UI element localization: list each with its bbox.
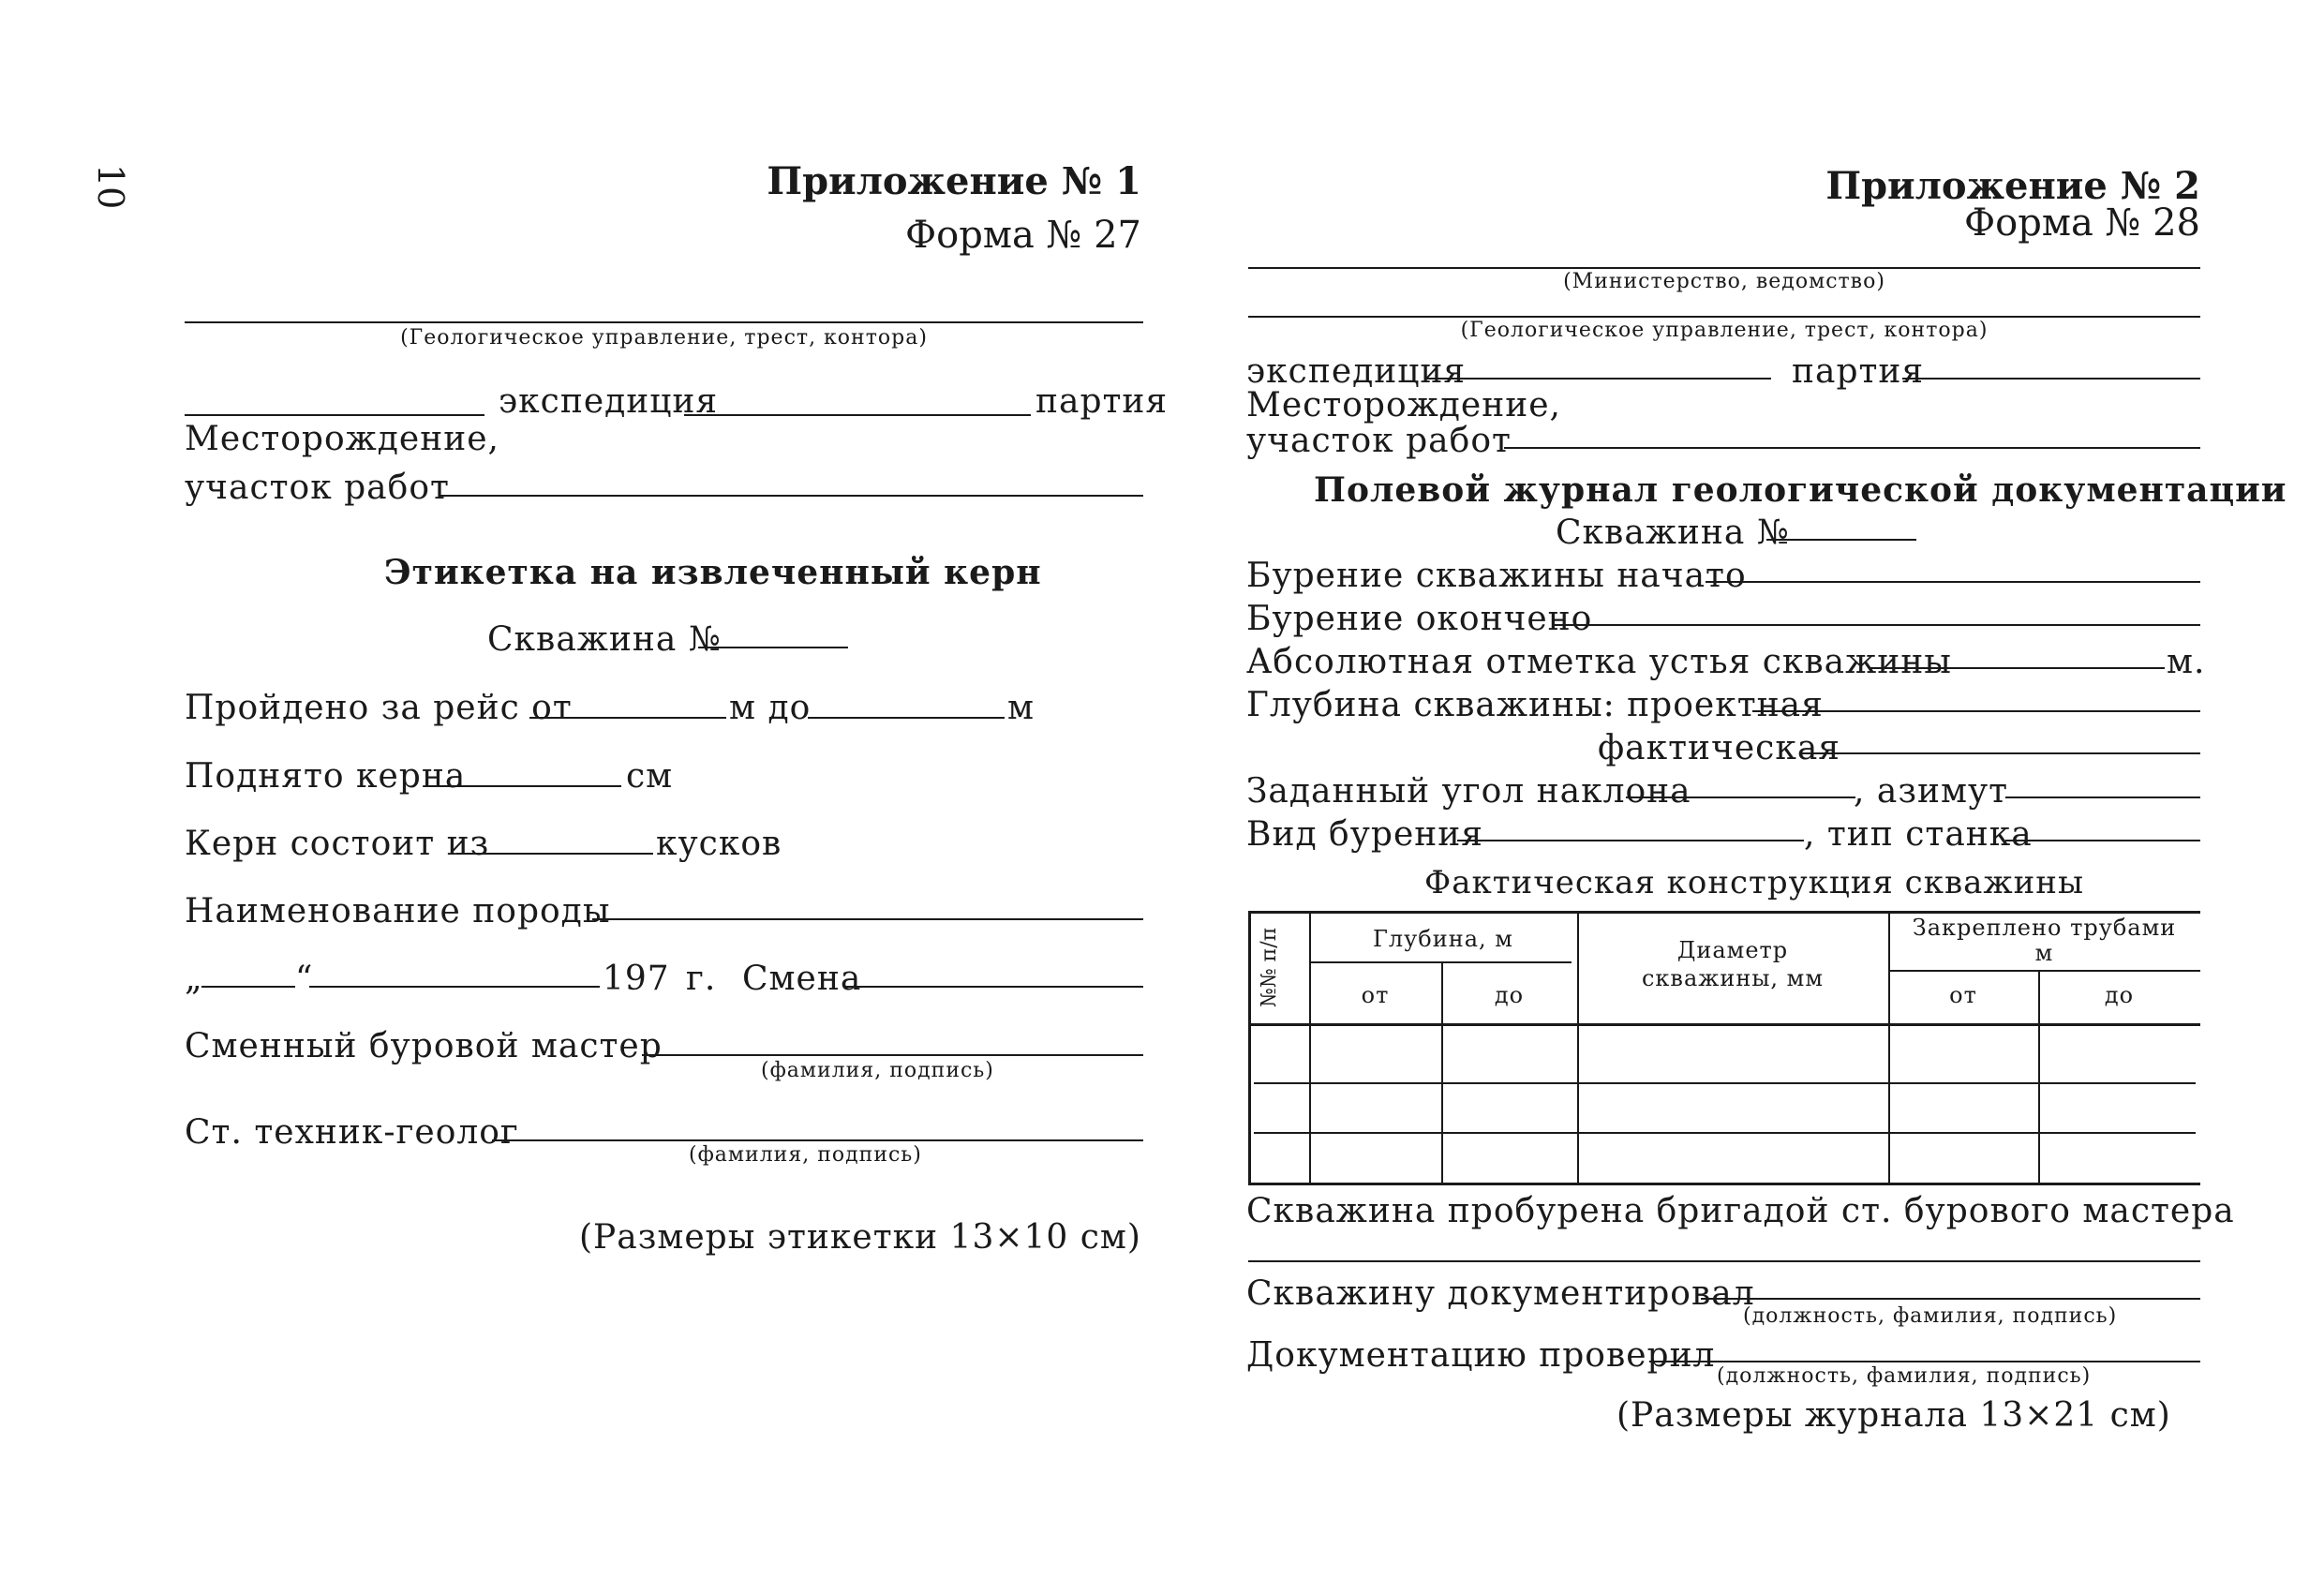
- left-appendix-label: Приложение № 1: [767, 159, 1141, 203]
- left-m-do-label: м до: [729, 689, 812, 727]
- left-name-sign-caption-2: (фамилия, подпись): [689, 1143, 922, 1167]
- right-org-caption: (Геологическое управление, трест, контора): [1460, 319, 1989, 342]
- left-to-line: [808, 717, 1005, 719]
- left-pieces-line: [456, 853, 653, 855]
- table-col-cased-2: м: [2034, 940, 2054, 966]
- left-day-line: [201, 986, 295, 988]
- right-appendix-label: Приложение № 2: [1825, 164, 2200, 208]
- right-drill-end-label: Бурение окончено: [1246, 600, 1593, 638]
- right-work-site-line: [1504, 447, 2200, 449]
- table-col-depth: Глубина, м: [1373, 926, 1513, 952]
- right-depth-actual-label: фактическая: [1598, 729, 1840, 767]
- right-size-note: (Размеры журнала 13×21 см): [1616, 1396, 2171, 1435]
- right-rig-type-line: [2005, 840, 2200, 841]
- left-deposit-label: Месторождение,: [185, 420, 499, 458]
- right-documented-by-label: Скважину документировал: [1246, 1274, 1755, 1313]
- left-month-line: [309, 986, 600, 988]
- left-party-label: партия: [1035, 382, 1169, 421]
- table-left-border: [1248, 911, 1251, 1183]
- right-azimuth-label: , азимут: [1854, 772, 2009, 811]
- right-documented-by-line: [1701, 1298, 2200, 1300]
- right-azimuth-line: [2005, 796, 2200, 798]
- right-angle-label: Заданный угол наклона: [1246, 772, 1691, 811]
- right-checked-by-label: Документацию проверил: [1246, 1336, 1716, 1375]
- right-position-caption-2: (должность, фамилия, подпись): [1717, 1364, 2092, 1388]
- right-abs-mark-label: Абсолютная отметка устья скважины: [1246, 643, 1952, 681]
- left-core-lifted-line: [425, 785, 621, 787]
- right-drill-type-label: Вид бурения: [1246, 815, 1483, 854]
- right-ministry-line: [1248, 267, 2200, 269]
- left-year-suffix: г.: [686, 960, 717, 998]
- right-drill-type-line: [1457, 840, 1804, 841]
- table-row-line-1: [1254, 1082, 2196, 1084]
- left-quote-close: “: [295, 960, 314, 998]
- left-work-site-line: [440, 495, 1143, 497]
- right-party-label: партия: [1792, 352, 1925, 391]
- left-quote-open: „: [185, 960, 203, 998]
- right-form-number: Форма № 28: [1963, 201, 2200, 245]
- left-well-line: [698, 647, 848, 648]
- right-ministry-caption: (Министерство, ведомство): [1563, 270, 1885, 293]
- left-org-caption: (Геологическое управление, трест, контора): [400, 326, 928, 350]
- right-position-caption: (должность, фамилия, подпись): [1743, 1304, 2118, 1328]
- table-header-bottom: [1248, 1023, 2200, 1026]
- left-from-line: [529, 717, 726, 719]
- left-shift-label: Смена: [742, 960, 862, 998]
- left-shift-master-label: Сменный буровой мастер: [185, 1027, 663, 1065]
- left-year-label: 197: [603, 960, 670, 998]
- right-drill-start-label: Бурение скважины начато: [1246, 557, 1747, 595]
- left-tech-geologist-line: [492, 1139, 1143, 1141]
- left-well-label: Скважина №: [487, 620, 722, 659]
- right-well-label: Скважина №: [1556, 514, 1790, 552]
- table-col-from: от: [1361, 982, 1390, 1008]
- left-party-line: [684, 414, 1031, 416]
- table-row-line-2: [1254, 1132, 2196, 1134]
- right-title: Полевой журнал геологической документации: [1314, 470, 2287, 510]
- right-org-line: [1248, 316, 2200, 318]
- right-party-line: [1902, 378, 2200, 380]
- left-expedition-line: [185, 414, 484, 416]
- left-rock-name-label: Наименование породы: [185, 892, 611, 930]
- right-depth-design-line: [1752, 710, 2200, 712]
- left-form-number: Форма № 27: [904, 214, 1141, 257]
- table-col-num: №№ п/п: [1258, 927, 1281, 1007]
- table-top-border: [1248, 911, 2200, 914]
- right-angle-line: [1626, 796, 1855, 798]
- table-col-to-2: до: [2104, 982, 2135, 1008]
- right-expedition-line: [1424, 378, 1771, 380]
- page-number: 10: [90, 164, 131, 210]
- table-col-diameter-1: Диаметр: [1676, 937, 1789, 963]
- left-size-note: (Размеры этикетки 13×10 см): [579, 1218, 1141, 1257]
- left-title: Этикетка на извлеченный керн: [384, 553, 1042, 592]
- right-drilled-by-label: Скважина пробурена бригадой ст. бурового мастера: [1246, 1192, 2235, 1230]
- right-deposit-label: Месторождение,: [1246, 386, 1561, 424]
- right-construction-title: Фактическая конструкция скважины: [1424, 864, 2085, 901]
- left-passed-run-label: Пройдено за рейс от: [185, 689, 573, 727]
- left-shift-line: [843, 986, 1143, 988]
- right-checked-by-line: [1649, 1361, 2200, 1362]
- right-drill-start-line: [1706, 581, 2200, 583]
- table-col-cased-1: Закреплено трубами: [1912, 915, 2177, 941]
- table-depth-subline: [1309, 961, 1572, 963]
- left-shift-master-line: [642, 1054, 1143, 1056]
- right-depth-actual-line: [1799, 752, 2200, 754]
- left-pieces-label: кусков: [656, 825, 782, 863]
- left-name-sign-caption: (фамилия, подпись): [761, 1059, 994, 1082]
- right-expedition-label: экспедиция: [1246, 352, 1467, 391]
- right-rig-type-label: , тип станка: [1804, 815, 2033, 854]
- left-core-consists-label: Керн состоит из: [185, 825, 490, 863]
- left-tech-geologist-label: Ст. техник-геолог: [185, 1113, 519, 1152]
- left-expedition-label: экспедиция: [499, 382, 719, 421]
- table-col-from-2: от: [1949, 982, 1977, 1008]
- right-work-site-label: участок работ: [1246, 422, 1512, 460]
- table-cased-subline: [1890, 970, 2200, 972]
- left-work-site-label: участок работ: [185, 469, 450, 507]
- left-cm-label: см: [626, 757, 674, 796]
- left-core-lifted-label: Поднято керна: [185, 757, 467, 796]
- right-drill-end-line: [1554, 624, 2200, 626]
- left-m-label: м: [1007, 689, 1035, 727]
- right-drilled-by-line: [1248, 1260, 2200, 1262]
- right-depth-design-label: Глубина скважины: проектная: [1246, 686, 1824, 724]
- left-org-line: [185, 321, 1143, 323]
- table-bottom-border: [1248, 1183, 2200, 1185]
- right-abs-mark-unit: м.: [2167, 643, 2206, 681]
- table-col-diameter-2: скважины, мм: [1641, 965, 1825, 991]
- right-well-line: [1766, 539, 1916, 541]
- left-rock-name-line: [592, 918, 1143, 920]
- right-abs-mark-line: [1870, 667, 2165, 669]
- table-col-to: до: [1494, 982, 1525, 1008]
